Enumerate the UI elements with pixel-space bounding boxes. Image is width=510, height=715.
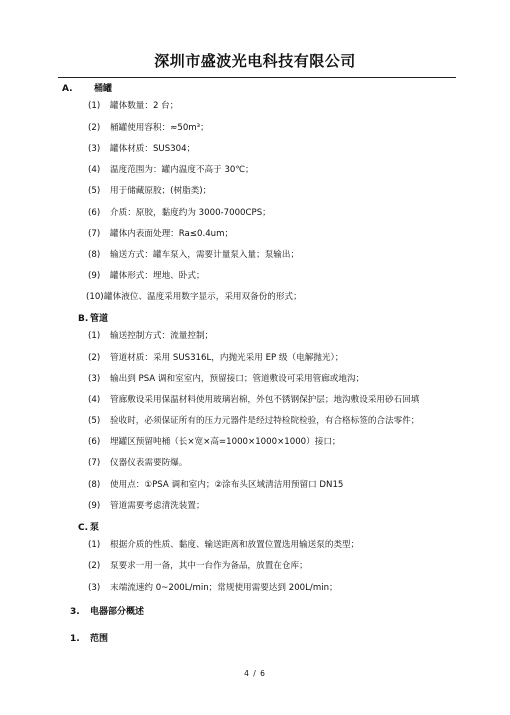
chapter-1-title: 范围: [90, 634, 109, 644]
list-item: (6) 埋罐区预留吨桶（长×宽×高=1000×1000×1000）接口；: [88, 437, 341, 447]
section-a-title: 桶罐: [94, 84, 113, 94]
list-item: (8) 输送方式：罐车泵入，需要计量泵入量；泵输出；: [88, 250, 300, 260]
section-c-title: 泵: [90, 523, 100, 533]
list-item: (4) 温度范围为：罐内温度不高于 30℃；: [88, 165, 254, 175]
list-item: (9) 罐体形式：埋地、卧式；: [88, 271, 205, 281]
list-item: (2) 管道材质：采用 SUS316L，内抛光采用 EP 级（电解抛光）；: [88, 353, 344, 363]
list-item: (4) 管廊敷设采用保温材料使用玻璃岩棉，外包不锈钢保护层；地沟敷设采用砂石回填: [88, 395, 420, 405]
list-item: (1) 输送控制方式：流量控制；: [88, 331, 214, 341]
list-item: (10)罐体液位、温度采用数字显示，采用双备份的形式；: [86, 292, 302, 302]
section-a-label: A.: [62, 84, 73, 94]
section-c-label: C.: [78, 523, 89, 533]
title-underline: [58, 77, 456, 78]
list-item: (3) 罐体材质：SUS304；: [88, 144, 196, 154]
list-item: (9) 管道需要考虑清洗装置；: [88, 501, 205, 511]
company-title: 深圳市盛波光电科技有限公司: [154, 52, 356, 70]
section-a-heading: [62, 81, 112, 94]
list-item: (5) 验收时，必须保证所有的压力元器件是经过特检院检验，有合格标签的合法零件；: [88, 416, 420, 426]
list-item: (1) 根据介质的性质、黏度、输送距离和放置位置选用输送泵的类型；: [88, 540, 360, 550]
list-item: (1) 罐体数量：2 台；: [88, 101, 179, 111]
chapter-1-heading: [70, 631, 108, 644]
list-item: (2) 泵要求一用一备，其中一台作为备品，放置在仓库；: [88, 561, 308, 571]
list-item: (3) 输出到 PSA 调和室室内，预留接口；管道敷设可采用管廊或地沟；: [88, 374, 365, 384]
chapter-3-heading: [70, 604, 144, 617]
list-item: (7) 罐体内表面处理：Ra≤0.4um；: [88, 229, 234, 239]
chapter-1-number: 1.: [70, 634, 80, 644]
list-item: (2) 桶罐使用容积：≈50m³；: [88, 123, 209, 133]
page-number: 4 / 6: [244, 669, 266, 678]
chapter-3-title: 电器部分概述: [90, 607, 145, 617]
list-item: (7) 仪器仪表需要防爆。: [88, 458, 188, 468]
list-item: (8) 使用点：①PSA 调和室内；②涂布头区域清洁用预留口 DN15: [88, 480, 344, 490]
list-item: (3) 末端流速约 0~200L/min；常规使用需要达到 200L/min；: [88, 583, 338, 593]
list-item: (5) 用于储藏原胶；(树脂类)；: [88, 186, 212, 196]
list-item: (6) 介质：原胶，黏度约为 3000-7000CPS；: [88, 208, 271, 218]
section-b-label: B.: [78, 314, 89, 324]
section-b-title: 管道: [90, 314, 109, 324]
section-b-heading: [78, 311, 108, 324]
section-c-heading: [78, 520, 99, 533]
chapter-3-number: 3.: [70, 607, 80, 617]
